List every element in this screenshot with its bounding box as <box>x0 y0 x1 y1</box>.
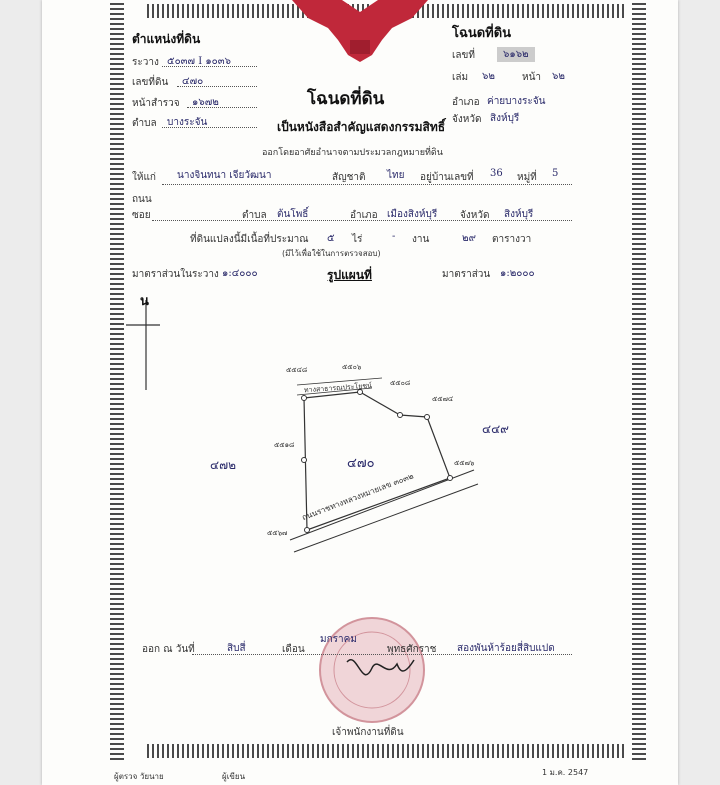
marker-label: ๕๕๗๖ <box>454 459 475 467</box>
deed-no-value: ๖๑๖๒ <box>497 47 535 62</box>
province-value: สิงห์บุรี <box>490 113 520 124</box>
district-label: อำเภอ <box>452 97 480 108</box>
ngan-value: - <box>392 231 396 242</box>
divider <box>162 184 572 185</box>
wa-value: ๒๙ <box>462 233 476 244</box>
rai-value: ๕ <box>327 233 335 244</box>
owner-label: ให้แก่ <box>132 172 156 183</box>
survey-page-value: ๑๖๗๒ <box>192 97 219 108</box>
marker-label: ๕๕๔๘ <box>286 366 308 374</box>
divider <box>162 127 257 128</box>
marker-label: ๕๕๗๔ <box>432 395 454 403</box>
rai-label: ไร่ <box>352 234 363 245</box>
divider <box>187 107 257 108</box>
page-label: หน้า <box>522 72 542 83</box>
moo-label: หมู่ที่ <box>517 172 537 183</box>
marker-label: ๕๕๑๘ <box>274 441 295 449</box>
area-note: (มีไว้เพื่อใช้ในการตรวจสอบ) <box>282 249 381 258</box>
garuda-emblem-icon <box>292 0 428 62</box>
nationality-label: สัญชาติ <box>332 172 366 183</box>
plot-center-number: ๔๗๐ <box>347 456 375 471</box>
divider <box>192 654 572 655</box>
scale-left-label: มาตราส่วนในระวาง <box>132 269 219 280</box>
book-label: เล่ม <box>452 72 469 83</box>
page-value: ๖๒ <box>552 71 565 82</box>
house-no-value: 36 <box>490 168 503 179</box>
province-label: จังหวัด <box>452 114 482 125</box>
scale-right-label: มาตราส่วน <box>442 269 491 280</box>
wa-label: ตารางวา <box>492 234 532 245</box>
amphoe-label: อำเภอ <box>350 210 378 221</box>
area-label: ที่ดินแปลงนี้มีเนื้อที่ประมาณ <box>190 234 309 245</box>
officer-label: เจ้าพนักงานที่ดิน <box>332 727 404 738</box>
owner-value: นางจินทนา เจียวัฒนา <box>177 170 272 181</box>
survey-page-label: หน้าสำรวจ <box>132 98 180 109</box>
footer-writer: ผู้เขียน <box>222 772 246 781</box>
public-road-label: ทางสาธารณประโยชน์ <box>303 381 373 395</box>
tambon-label: ตำบล <box>242 210 267 221</box>
deed-no-label: เลขที่ <box>452 50 475 61</box>
highway-label: ถนนราชทางหลวงหมายเลข ๓๐๓๒ <box>300 471 415 523</box>
divider <box>177 86 257 87</box>
subdistrict-label: ตำบล <box>132 118 157 129</box>
scale-left-value: ๑:๔๐๐๐ <box>222 268 258 279</box>
footer-inspector: ผู้ตรวจ วัยนาย <box>114 772 164 781</box>
divider <box>152 220 572 221</box>
document-subtitle: เป็นหนังสือสำคัญแสดงกรรมสิทธิ์ <box>277 120 446 134</box>
sheet-label: ระวาง <box>132 57 159 68</box>
divider <box>162 66 257 67</box>
road-label: ถนน <box>132 194 152 205</box>
deed-heading: โฉนดที่ดิน <box>452 26 512 41</box>
tambon-value: ต้นโพธิ์ <box>277 209 309 220</box>
north-arrow-icon <box>126 300 160 390</box>
subdistrict-value: บางระจัน <box>167 117 208 128</box>
plot-right-number: ๔๔๙ <box>482 422 509 436</box>
authority-line: ออกโดยอาศัยอำนาจตามประมวลกฎหมายที่ดิน <box>262 148 443 158</box>
location-heading: ตำแหน่งที่ดิน <box>132 32 201 46</box>
footer-stamp-date: 1 ม.ค. 2547 <box>542 768 589 777</box>
soi-label: ซอย <box>132 210 151 221</box>
land-deed-document <box>42 0 678 785</box>
map-title: รูปแผนที่ <box>327 268 372 282</box>
day-value: สิบสี่ <box>227 643 246 654</box>
land-no-value: ๔๗๐ <box>182 76 204 87</box>
changwat-label: จังหวัด <box>460 210 490 221</box>
sheet-value: ๕๐๓๗ I ๑๐๓๖ <box>167 56 231 67</box>
scale-right-value: ๑:๒๐๐๐ <box>500 268 535 279</box>
ngan-label: งาน <box>412 234 430 245</box>
marker-label: ๕๕๐๖ <box>342 363 362 371</box>
marker-label: ๕๕๐๘ <box>390 379 411 387</box>
year-label: พุทธศักราช <box>387 644 437 655</box>
document-title: โฉนดที่ดิน <box>307 89 385 109</box>
house-no-label: อยู่บ้านเลขที่ <box>420 172 474 183</box>
changwat-value: สิงห์บุรี <box>504 209 534 220</box>
district-value: ค่ายบางระจัน <box>487 96 546 107</box>
nationality-value: ไทย <box>387 170 405 181</box>
moo-value: 5 <box>552 168 559 179</box>
year-value: สองพันห้าร้อยสี่สิบแปด <box>457 643 555 654</box>
month-label: เดือน <box>282 644 305 655</box>
amphoe-value: เมืองสิงห์บุรี <box>387 209 438 220</box>
marker-label: ๕๕๖๗ <box>267 529 288 537</box>
north-label: น <box>140 294 149 309</box>
land-no-label: เลขที่ดิน <box>132 77 169 88</box>
book-value: ๖๒ <box>482 71 495 82</box>
month-value: มกราคม <box>320 634 357 645</box>
plot-left-number: ๔๗๒ <box>210 458 237 472</box>
issued-at-label: ออก ณ วันที่ <box>142 644 195 655</box>
